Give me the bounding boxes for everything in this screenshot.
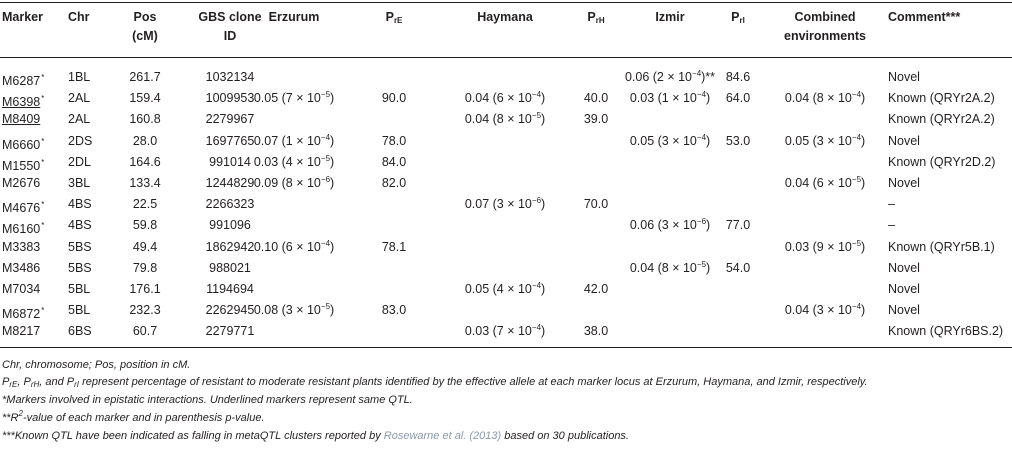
marker-name: M2676: [2, 176, 41, 190]
cell-comment: [888, 321, 1012, 342]
header-erzurum: Erzurum: [268, 10, 320, 24]
cell-combined-exponent: −5: [851, 238, 862, 248]
cell-gbs: [185, 109, 275, 130]
epistatic-asterisk: *: [41, 200, 45, 210]
epistatic-asterisk: *: [41, 221, 45, 231]
header-pre: [364, 8, 424, 27]
cell-pos: [110, 88, 180, 109]
cell-pri: [708, 215, 768, 236]
cell-izmir-base: 0.03 (1 × 10: [629, 91, 697, 106]
cell-combined: 0.04 $(8 \times 10^{-4})$: [784, 90, 866, 106]
cell-izmir-tail: ): [706, 91, 711, 106]
footnote-abbreviations: [2, 358, 190, 373]
cell-chr: [68, 109, 108, 130]
cell-haymana-exponent: −5: [531, 111, 542, 121]
cell-marker: [2, 109, 62, 130]
footnote-sub-ri: rI: [74, 380, 80, 389]
prh-value: 40.0: [583, 91, 609, 106]
chr-value: 5BL: [68, 282, 91, 296]
gbs-value: 1009953: [205, 91, 255, 106]
cell-izmir-exponent: −4: [696, 90, 707, 100]
marker-name: M6398: [2, 95, 41, 110]
pos-value: 28.0: [132, 133, 158, 148]
table-row: [0, 279, 1012, 300]
cell-comment: [888, 67, 1012, 88]
cell-chr: [68, 152, 108, 173]
cell-gbs: [185, 258, 275, 279]
footnote-4-sup: 2: [18, 409, 23, 418]
gbs-value: 2279771: [205, 324, 255, 339]
epistatic-asterisk: *: [41, 73, 45, 82]
prh-value: 38.0: [583, 324, 609, 339]
table-bottom-rule: [0, 347, 1012, 348]
epistatic-asterisk: *: [41, 306, 45, 316]
header-haymana: Haymana: [477, 10, 533, 24]
cell-combined-base: 0.03 (9 × 10: [784, 239, 852, 254]
cell-izmir-base: 0.06 (3 × 10: [629, 218, 697, 233]
footnote-4-text: -value of each marker and in parenthesis p-value.: [22, 412, 265, 424]
marker-name: M6872: [2, 307, 41, 322]
header-prh-base: P: [587, 10, 596, 24]
cell-erzurum: 0.10 $(6 \times 10^{-4})$: [253, 238, 335, 254]
pos-value: 22.5: [132, 197, 158, 212]
comment-value: Novel: [888, 176, 920, 190]
comment-value: Novel: [888, 260, 920, 275]
cell-haymana: 0.04 $(6 \times 10^{-4})$: [464, 90, 546, 106]
epistatic-asterisk: *: [41, 157, 45, 167]
pri-value: 64.0: [725, 91, 751, 106]
cell-combined: 0.04 $(6 \times 10^{-5})$: [784, 175, 866, 190]
gbs-value: 991096: [209, 218, 251, 233]
footnote-epistatic: [2, 393, 413, 408]
pri-value: 54.0: [725, 260, 751, 275]
gbs-value: 2262945: [205, 303, 255, 318]
chr-value: 1BL: [68, 70, 91, 84]
chr-value: 4BS: [68, 218, 92, 233]
cell-pos: [110, 194, 180, 215]
header-comment: Comment***: [888, 10, 961, 24]
comment-value: Novel: [888, 303, 920, 318]
cell-marker: [2, 321, 62, 342]
cell-comment: [888, 194, 1012, 215]
comment-value: Novel: [888, 133, 920, 148]
table-row: [0, 321, 1012, 342]
footnote-c1: ,: [17, 376, 24, 388]
cell-chr: [68, 321, 108, 342]
cell-gbs: [185, 215, 275, 236]
cell-erzurum: 0.08 $(3 \times 10^{-5})$: [253, 302, 335, 318]
cell-erzurum-exponent: −4: [320, 132, 331, 142]
gbs-value: 988021: [209, 260, 251, 275]
pre-value: 84.0: [381, 154, 407, 169]
comment-value: –: [888, 218, 895, 233]
comment-value: Known (QRYr5B.1): [888, 239, 995, 254]
prh-value: 39.0: [583, 112, 609, 127]
comment-value: Known (QRYr6BS.2): [888, 324, 1004, 339]
cell-haymana-base: 0.05 (4 × 10: [464, 282, 532, 296]
pre-value: 78.0: [381, 133, 407, 148]
footnote-sub-re: rE: [9, 380, 18, 389]
cell-izmir-exponent: −5: [696, 259, 707, 269]
cell-comment: [888, 258, 1012, 279]
pos-value: 164.6: [129, 154, 161, 169]
cell-erzurum-base: 0.10 (6 × 10: [253, 239, 321, 254]
chr-value: 4BS: [68, 197, 92, 212]
marker-name: M7034: [2, 282, 41, 296]
header-izmir: Izmir: [655, 10, 685, 24]
footnote-metaqtl: [2, 429, 629, 444]
cell-haymana-exponent: −4: [531, 323, 542, 333]
cell-prh: [566, 194, 626, 215]
chr-value: 2DL: [68, 154, 91, 169]
header-pri: [708, 8, 768, 27]
cell-chr: [68, 194, 108, 215]
cell-izmir-tail: ): [706, 133, 711, 148]
cell-izmir-exponent: −6: [696, 217, 707, 227]
cell-haymana-base: 0.04 (6 × 10: [464, 91, 532, 106]
cell-combined: 0.05 $(3 \times 10^{-4})$: [784, 132, 866, 148]
cell-pre: [364, 237, 424, 258]
cell-chr: [68, 258, 108, 279]
cell-prh: [566, 321, 626, 342]
footnote-p1: P: [2, 376, 10, 388]
cell-pre: [364, 173, 424, 194]
cell-comment: [888, 237, 1012, 258]
table-row: [0, 152, 1012, 173]
cell-comment: [888, 215, 1012, 236]
cell-combined-base: 0.04 (3 × 10: [784, 303, 852, 318]
table-row: [0, 109, 1012, 130]
cell-gbs: [185, 321, 275, 342]
cell-haymana-base: 0.07 (3 × 10: [464, 197, 532, 212]
cell-comment: [888, 152, 1012, 173]
epistatic-asterisk: *: [41, 94, 45, 104]
table-top-rule: [0, 2, 1012, 3]
rosewarne-citation-link[interactable]: Rosewarne et al. (2013): [383, 430, 502, 442]
cell-haymana: 0.05 $(4 \times 10^{-4})$: [464, 281, 546, 296]
header-gbs-line2: ID: [223, 29, 237, 43]
cell-comment: [888, 109, 1012, 130]
cell-pos: [110, 279, 180, 300]
pri-value: 84.6: [725, 70, 751, 84]
table-row: [0, 88, 1012, 109]
cell-marker: [2, 173, 62, 194]
chr-value: 2DS: [68, 133, 93, 148]
cell-pre: [364, 131, 424, 152]
cell-marker: [2, 258, 62, 279]
cell-haymana-base: 0.03 (7 × 10: [464, 324, 532, 339]
cell-pos: [110, 237, 180, 258]
chr-value: 2AL: [68, 112, 91, 127]
pos-value: 60.7: [132, 324, 158, 339]
cell-erzurum-base: 0.05 (7 × 10: [253, 91, 321, 106]
cell-combined-base: 0.04 (6 × 10: [784, 176, 852, 190]
table-header-rule: [0, 57, 1012, 58]
cell-erzurum: 0.03 $(4 \times 10^{-5})$: [253, 153, 335, 169]
cell-erzurum-base: 0.08 (3 × 10: [253, 303, 321, 318]
header-marker: Marker: [2, 10, 43, 24]
marker-name: M6287: [2, 74, 41, 88]
pos-value: 159.4: [129, 91, 161, 106]
cell-combined-exponent: −4: [851, 90, 862, 100]
footnote-5-post: based on 30 publications.: [501, 430, 629, 442]
table-row: [0, 215, 1012, 236]
gbs-value: 1032134: [205, 70, 255, 84]
cell-combined-exponent: −5: [851, 175, 862, 184]
marker-name: M3486: [2, 260, 41, 275]
gbs-value: 2279967: [205, 112, 255, 127]
cell-erzurum-exponent: −6: [320, 175, 331, 184]
cell-chr: [68, 300, 108, 321]
header-pre-sub: rE: [393, 16, 403, 25]
footnote-1-text: Chr, chromosome; Pos, position in cM.: [2, 359, 191, 371]
cell-chr: [68, 131, 108, 152]
cell-erzurum: 0.07 $(1 \times 10^{-4})$: [253, 132, 335, 148]
cell-combined-base: 0.05 (3 × 10: [784, 133, 852, 148]
cell-combined-base: 0.04 (8 × 10: [784, 91, 852, 106]
pos-value: 59.8: [132, 218, 158, 233]
pos-value: 176.1: [129, 282, 161, 296]
marker-name: M1550: [2, 158, 41, 173]
cell-izmir-tail: )**: [701, 70, 716, 84]
comment-value: Novel: [888, 70, 920, 84]
cell-pre: [364, 300, 424, 321]
footnote-3-text: *Markers involved in epistatic interactions. Underlined markers represent same QTL.: [2, 394, 413, 406]
cell-pos: [110, 109, 180, 130]
header-combined-line2: environments: [784, 29, 866, 43]
pos-value: 232.3: [129, 303, 161, 318]
pos-value: 261.7: [129, 70, 161, 84]
cell-haymana-exponent: −4: [531, 90, 542, 100]
header-pri-sub: rI: [739, 16, 745, 25]
pre-value: 82.0: [381, 176, 407, 190]
pre-value: 90.0: [381, 91, 407, 106]
footnote-2-text: represent percentage of resistant to moderate resistant plants identified by the effective allele at each marker locus at Erzurum, Haymana, and Izmir, respectively.: [79, 376, 868, 388]
cell-combined-exponent: −4: [851, 132, 862, 142]
cell-izmir-base: 0.04 (8 × 10: [629, 260, 697, 275]
cell-pos: [110, 300, 180, 321]
cell-haymana-base: 0.04 (8 × 10: [464, 112, 532, 127]
marker-name: M6160: [2, 222, 41, 237]
cell-chr: [68, 67, 108, 88]
gbs-value: 1862942: [205, 239, 255, 254]
header-gbs-line1: GBS clone: [198, 10, 262, 24]
cell-comment: [888, 279, 1012, 300]
cell-erzurum-exponent: −5: [320, 90, 331, 100]
cell-chr: [68, 279, 108, 300]
table-row: [0, 300, 1012, 321]
pos-value: 49.4: [132, 239, 158, 254]
cell-pos: [110, 321, 180, 342]
chr-value: 5BS: [68, 260, 92, 275]
cell-comment: [888, 131, 1012, 152]
epistatic-asterisk: *: [41, 136, 45, 146]
cell-erzurum-base: 0.09 (8 × 10: [253, 176, 321, 190]
cell-izmir-base: 0.06 (2 × 10: [624, 70, 693, 84]
cell-pos: [110, 67, 180, 88]
cell-pri: [708, 67, 768, 88]
table-row: [0, 194, 1012, 215]
cell-izmir-exponent: −4: [692, 69, 702, 78]
cell-gbs: [185, 194, 275, 215]
cell-pre: [364, 152, 424, 173]
gbs-value: 991014: [209, 154, 251, 169]
chr-value: 2AL: [68, 91, 91, 106]
marker-name: M6660: [2, 137, 41, 152]
cell-erzurum: 0.09 $(8 \times 10^{-6})$: [253, 175, 335, 190]
cell-haymana: 0.04 $(8 \times 10^{-5})$: [464, 111, 546, 127]
cell-marker: [2, 279, 62, 300]
cell-pos: [110, 173, 180, 194]
cell-haymana-exponent: −6: [531, 196, 542, 206]
cell-chr: [68, 88, 108, 109]
cell-prh: [566, 109, 626, 130]
table-row: [0, 258, 1012, 279]
header-combined-line1: Combined: [794, 10, 856, 24]
header-chr: Chr: [68, 10, 90, 24]
cell-izmir-base: 0.05 (3 × 10: [629, 133, 697, 148]
cell-prh: [566, 279, 626, 300]
header-pre-base: P: [385, 10, 394, 24]
comment-value: Known (QRYr2D.2): [888, 154, 996, 169]
cell-chr: [68, 173, 108, 194]
cell-gbs: [185, 67, 275, 88]
cell-pos: [110, 258, 180, 279]
header-combined: [765, 8, 885, 46]
cell-haymana-exponent: −4: [531, 281, 542, 290]
cell-pos: [110, 131, 180, 152]
table-row: [0, 131, 1012, 152]
pos-value: 133.4: [129, 176, 161, 190]
footnote-p3: P: [66, 376, 75, 388]
footnote-p-definition: [2, 375, 868, 390]
comment-value: Novel: [888, 282, 920, 296]
chr-value: 5BL: [68, 303, 91, 318]
footnote-5-pre: ***Known QTL have been indicated as falling in metaQTL clusters reported by: [2, 430, 384, 442]
chr-value: 3BL: [68, 176, 91, 190]
header-pos: [110, 8, 180, 46]
pre-value: 83.0: [381, 303, 407, 318]
footnote-r2: [2, 411, 265, 426]
cell-comment: [888, 88, 1012, 109]
footnote-p2: P: [23, 376, 31, 388]
table-row: [0, 237, 1012, 258]
cell-combined: 0.04 $(3 \times 10^{-4})$: [784, 302, 866, 318]
comment-value: Known (QRYr2A.2): [888, 91, 995, 106]
footnote-c2: , and: [39, 376, 67, 388]
cell-izmir-tail: ): [706, 260, 711, 275]
header-pos-line2: (cM): [132, 29, 158, 43]
cell-erzurum-exponent: −4: [320, 238, 331, 248]
marker-name: M8409: [2, 112, 41, 127]
gbs-value: 1194694: [206, 282, 254, 296]
marker-name: M3383: [2, 239, 41, 254]
cell-erzurum-base: 0.07 (1 × 10: [253, 133, 321, 148]
header-prh-sub: rH: [595, 16, 605, 25]
header-pos-line1: Pos: [133, 10, 157, 24]
cell-chr: [68, 215, 108, 236]
marker-name: M4676: [2, 201, 41, 216]
cell-erzurum: 0.05 $(7 \times 10^{-5})$: [253, 90, 335, 106]
cell-izmir-tail: ): [706, 218, 711, 233]
chr-value: 6BS: [68, 324, 92, 339]
pos-value: 79.8: [132, 260, 158, 275]
cell-marker: [2, 237, 62, 258]
pri-value: 53.0: [725, 133, 751, 148]
cell-erzurum-exponent: −5: [320, 153, 331, 163]
cell-erzurum-exponent: −5: [320, 302, 331, 312]
gbs-value: 1697765: [205, 133, 255, 148]
gbs-value: 2266323: [205, 197, 255, 212]
prh-value: 70.0: [583, 197, 609, 212]
pri-value: 77.0: [725, 218, 751, 233]
cell-haymana: 0.07 $(3 \times 10^{-6})$: [464, 196, 546, 212]
cell-comment: [888, 173, 1012, 194]
cell-pos: [110, 215, 180, 236]
header-pri-base: P: [731, 10, 740, 24]
cell-combined: 0.03 $(9 \times 10^{-5})$: [784, 238, 866, 254]
pos-value: 160.8: [129, 112, 161, 127]
comment-value: –: [888, 197, 895, 212]
pre-value: 78.1: [381, 239, 407, 254]
table-row: [0, 67, 1012, 88]
cell-pri: [708, 258, 768, 279]
cell-haymana: 0.03 $(7 \times 10^{-4})$: [464, 323, 546, 339]
cell-erzurum-base: 0.03 (4 × 10: [253, 154, 321, 169]
footnote-sub-rh: rH: [30, 380, 40, 389]
cell-chr: [68, 237, 108, 258]
gbs-value: 1244829: [205, 176, 255, 190]
footnote-4-pre: **R: [2, 412, 19, 424]
cell-pos: [110, 152, 180, 173]
table-row: [0, 173, 1012, 194]
cell-comment: [888, 300, 1012, 321]
prh-value: 42.0: [583, 282, 609, 296]
chr-value: 5BS: [68, 239, 92, 254]
marker-name: M8217: [2, 324, 41, 339]
cell-izmir-exponent: −4: [696, 132, 707, 142]
cell-pri: [708, 131, 768, 152]
cell-combined-exponent: −4: [851, 302, 862, 312]
cell-pre: [364, 88, 424, 109]
cell-gbs: [185, 279, 275, 300]
cell-pri: [708, 88, 768, 109]
comment-value: Known (QRYr2A.2): [888, 112, 995, 127]
